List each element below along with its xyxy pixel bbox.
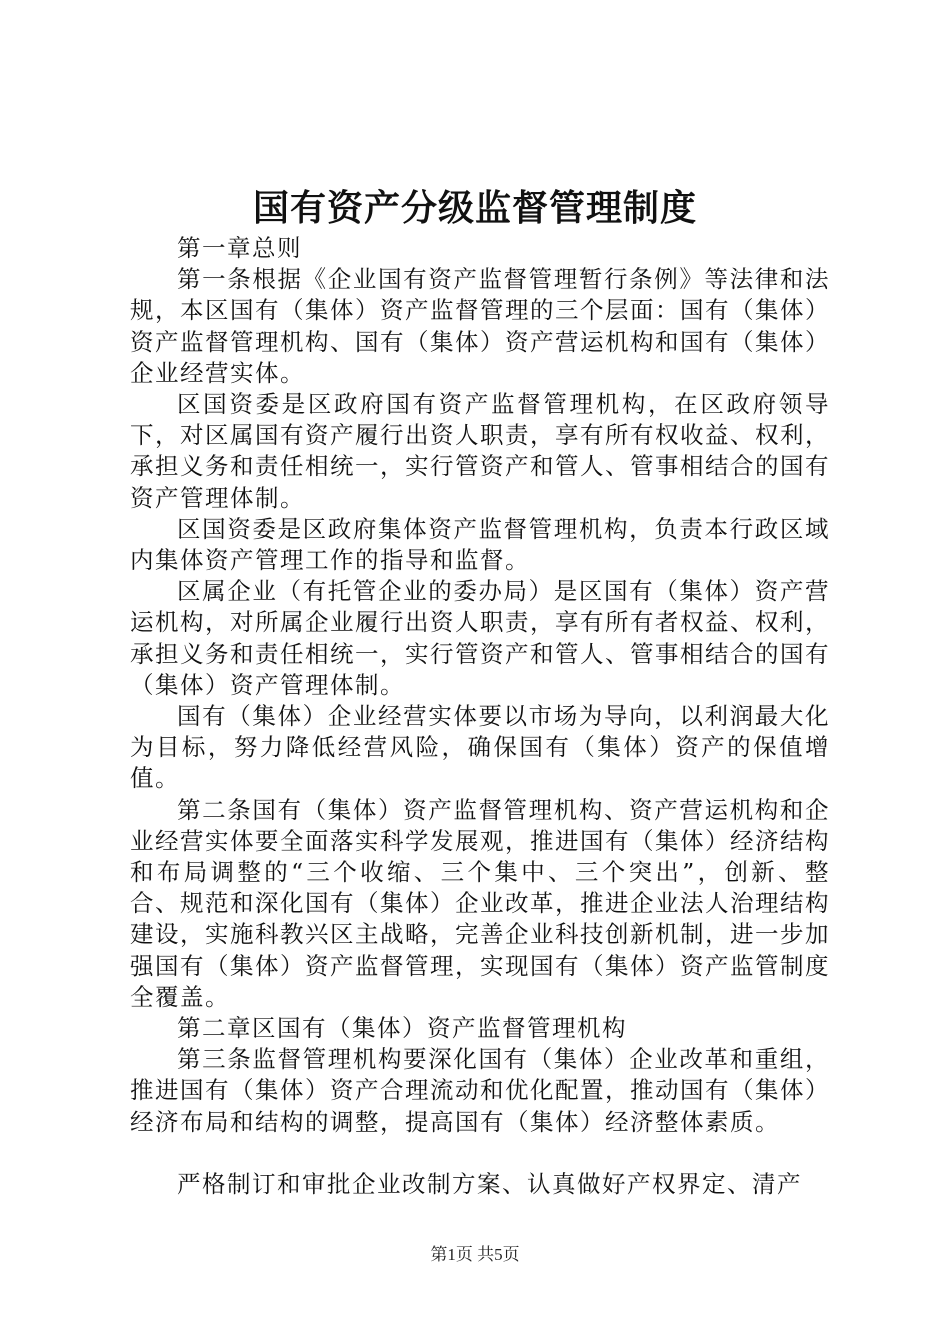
document-title: 国有资产分级监督管理制度: [252, 187, 697, 229]
paragraph: 区国资委是区政府集体资产监督管理机构，负责本行政区域内集体资产管理工作的指导和监督。: [130, 514, 830, 575]
paragraph: 区属企业（有托管企业的委办局）是区国有（集体）资产营运机构，对所属企业履行出资人职责，享有所有者权益、权利，承担义务和责任相统一，实行管资产和管人、管事相结合的国有（集体）资产管理体制。: [130, 577, 830, 699]
paragraph: 严格制订和审批企业改制方案、认真做好产权界定、清产: [177, 1169, 802, 1198]
page-number-footer: 第1页 共5页: [430, 1245, 520, 1264]
paragraph: 国有（集体）企业经营实体要以市场为导向，以利润最大化为目标，努力降低经营风险，确保国有（集体）资产的保值增值。: [130, 702, 830, 793]
chapter-heading: 第二章区国有（集体）资产监督管理机构: [177, 1014, 627, 1043]
chapter-heading: 第一章总则: [177, 234, 302, 262]
paragraph: 第三条监督管理机构要深化国有（集体）企业改革和重组，推进国有（集体）资产合理流动和优化配置，推动国有（集体）经济布局和结构的调整，提高国有（集体）经济整体素质。: [130, 1045, 830, 1136]
paragraph: 区国资委是区政府国有资产监督管理机构，在区政府领导下，对区属国有资产履行出资人职责，享有所有权收益、权利，承担义务和责任相统一，实行管资产和管人、管事相结合的国有资产管理体制。: [130, 390, 830, 512]
paragraph: 第二条国有（集体）资产监督管理机构、资产营运机构和企业经营实体要全面落实科学发展观，推进国有（集体）经济结构和布局调整的“三个收缩、三个集中、三个突出”，创新、整合、规范和深化国有（集体）企业改革，推进企业法人治理结构建设，实施科教兴区主战略，完善企业科技创新机制，进一步加强国有（集体）资产监督管理，实现国有（集体）资产监管制度全覆盖。: [130, 795, 830, 1011]
document-body: [130, 233, 830, 1200]
paragraph: 第一条根据《企业国有资产监督管理暂行条例》等法律和法规，本区国有（集体）资产监督管理的三个层面：国有（集体）资产监督管理机构、国有（集体）资产营运机构和国有（集体）企业经营实体。: [130, 265, 830, 387]
